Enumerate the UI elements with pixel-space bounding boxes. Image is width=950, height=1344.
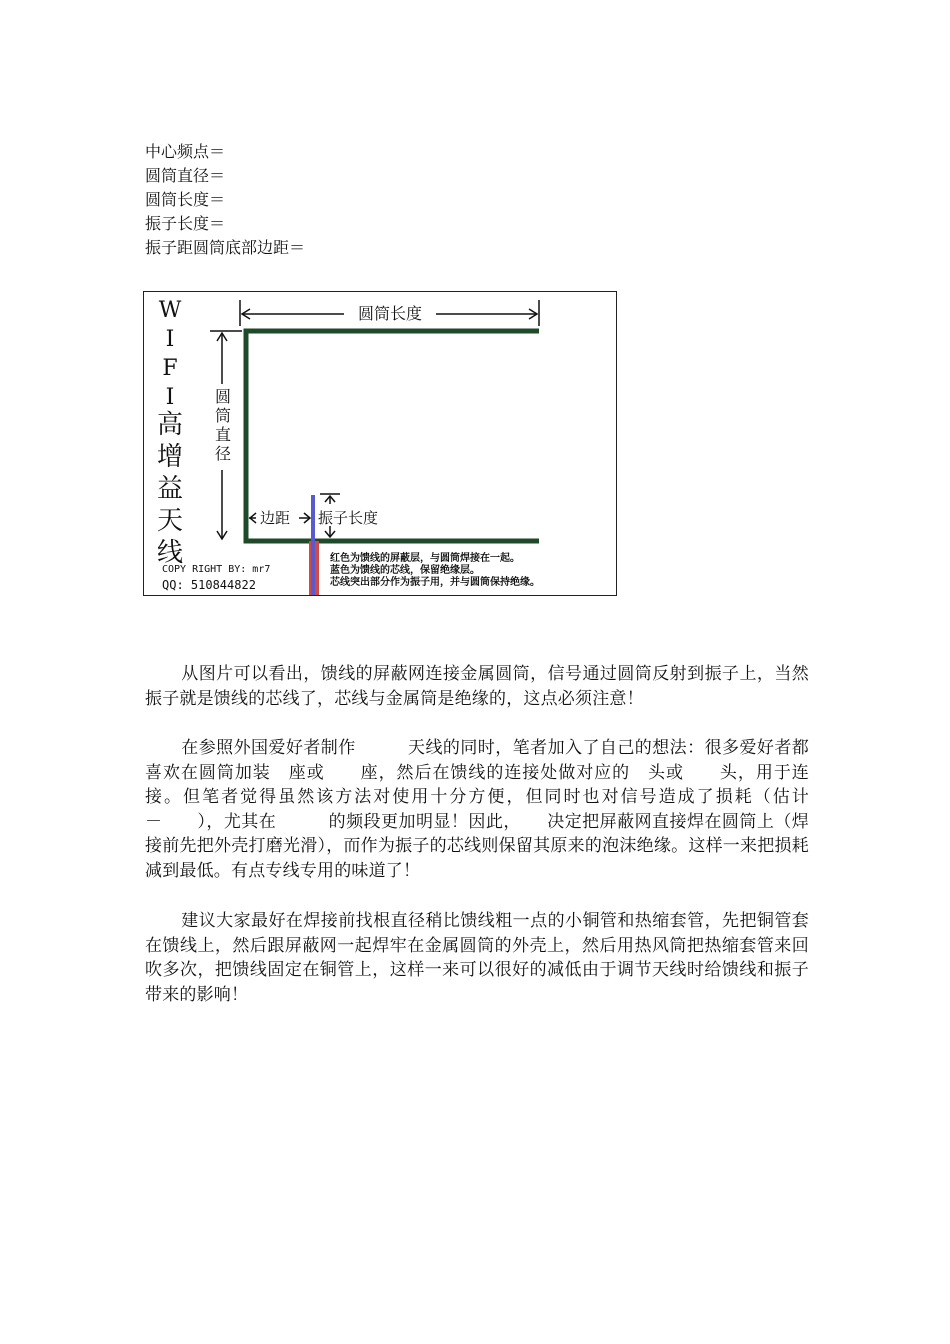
label-margin: 边距 [260, 509, 291, 527]
label-cylinder-diameter [215, 387, 231, 463]
title-char: 线 [156, 538, 184, 568]
label-cylinder-length: 圆筒长度 [357, 304, 423, 323]
spec-list [145, 140, 305, 260]
antenna-diagram [143, 291, 617, 596]
spec-cylinder-diameter: 圆筒直径＝ [145, 166, 226, 185]
paragraph-1: 从图片可以看出，馈线的屏蔽网连接金属圆筒，信号通过圆筒反射到振子上，当然振子就是馈线的芯线了，芯线与金属筒是绝缘的，这点必须注意！ [145, 664, 809, 709]
title-char: 益 [156, 474, 184, 504]
title-char: W [158, 298, 182, 323]
feed-core-blue [311, 495, 315, 595]
title-char: 天 [156, 506, 184, 536]
title-char: I [165, 385, 175, 410]
svg-text:芯线突出部分作为振子用，并与圆筒保持绝缘。: 芯线突出部分作为振子用，并与圆筒保持绝缘。 [330, 577, 540, 588]
title-char: I [165, 327, 175, 352]
title-char: 增 [156, 442, 184, 472]
spec-center-frequency: 中心频点＝ [145, 142, 226, 161]
title-char: F [162, 356, 178, 381]
qq-text: QQ: 510844822 [162, 578, 256, 592]
paragraph-2: 在参照外国爱好者制作 天线的同时，笔者加入了自己的想法：很多爱好者都喜欢在圆筒加装 座或 座，然后在馈线的连接处做对应的 头或 头，用于连接。但笔者觉得虽然该方法对使用十分方便，但同时也对信号造成了损耗（估计 － ），尤其在 的频段更加明显！因此， 决定把屏蔽网直接焊在圆筒上（焊接前先把外壳打磨光滑），而作为振子的芯线则保留其原来的泡沫绝缘。这样一来把损耗减到最低。有点专线专用的味道了！ [145, 738, 827, 881]
antenna-diagram-svg [144, 292, 616, 595]
spec-dipole-bottom-margin: 振子距圆筒底部边距＝ [145, 238, 306, 257]
title-char: 高 [156, 410, 184, 440]
svg-text:径: 径 [214, 444, 232, 463]
copyright-text: COPY RIGHT BY: mr7 [162, 564, 271, 575]
spec-dipole-length: 振子长度＝ [145, 214, 226, 233]
vertical-title [157, 298, 183, 568]
svg-text:蓝色为馈线的芯线，保留绝缘层。: 蓝色为馈线的芯线，保留绝缘层。 [330, 565, 480, 576]
label-dipole-length: 振子长度 [318, 509, 379, 527]
svg-text:红色为馈线的屏蔽层，与圆筒焊接在一起。: 红色为馈线的屏蔽层，与圆筒焊接在一起。 [330, 553, 520, 564]
paragraph-3: 建议大家最好在焊接前找根直径稍比馈线粗一点的小铜管和热缩套管，先把铜管套在馈线上，然后跟屏蔽网一起焊牢在金属圆筒的外壳上，然后用热风筒把热缩套管来回吹多次，把馈线固定在铜管上，这样一来可以很好的减低由于调节天线时给馈线和振子带来的影响！ [145, 911, 809, 1005]
svg-text:筒: 筒 [214, 406, 232, 425]
svg-text:圆: 圆 [214, 387, 232, 406]
svg-text:直: 直 [214, 425, 232, 444]
spec-cylinder-length: 圆筒长度＝ [145, 190, 226, 209]
diagram-notes [330, 551, 540, 588]
